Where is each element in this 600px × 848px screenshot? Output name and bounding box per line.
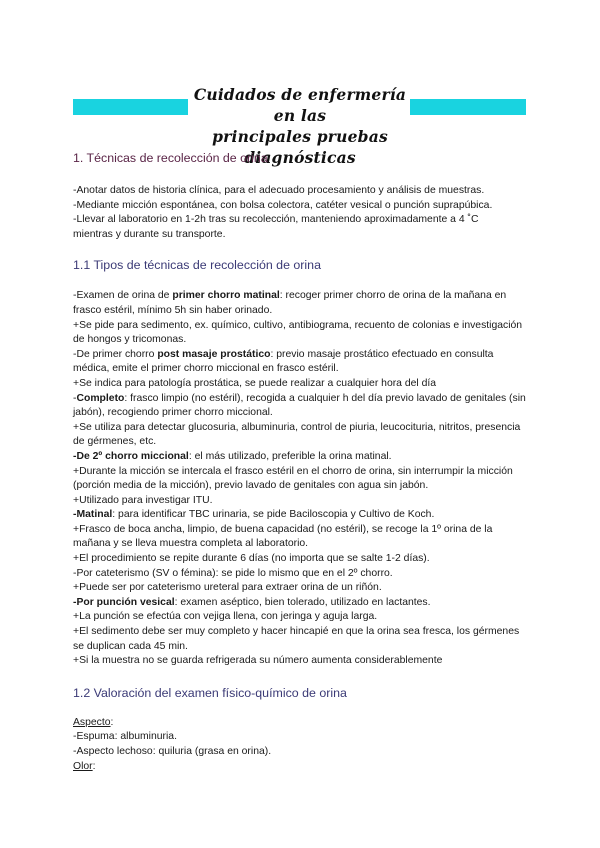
heading-section-1-2: 1.2 Valoración del examen físico-químico de orina — [73, 685, 347, 700]
section-1-2-text — [73, 716, 531, 774]
heading-section-1-1: 1.1 Tipos de técnicas de recolección de orina — [73, 258, 321, 273]
paragraph: +El sedimento debe ser muy completo y hacer hincapié en que la orina sea fresca, los gérmenes se duplican cada 45 min. — [73, 626, 520, 652]
paragraph — [73, 760, 531, 775]
paragraph: -Llevar al laboratorio en 1-2h tras su recolección, manteniendo aproximadamente a 4 ˚C — [73, 214, 479, 226]
paragraph: +Se indica para patología prostática, se puede realizar a cualquier hora del día — [73, 377, 437, 389]
paragraph: +Durante la micción se intercala el frasco estéril en el chorro de orina, sin interrumpir la micción (porción media de la micción), previo lavado de genitales con agua sin jabón. — [73, 465, 513, 492]
text-run: -Examen de orina de — [73, 290, 173, 302]
paragraph — [73, 392, 531, 421]
text-run: -De primer chorro — [73, 348, 158, 360]
label-olor: Olor — [73, 760, 93, 772]
paragraph: +Frasco de boca ancha, limpio, de buena capacidad (no estéril), se recoge la 1º orina de la mañana y se lleva muestra completa al laboratorio. — [73, 523, 493, 550]
bold-term: -Por punción vesical — [73, 596, 175, 608]
text-run: : examen aséptico, bien tolerado, utilizado en lactantes. — [174, 596, 431, 608]
bold-term: -Matinal — [73, 509, 113, 521]
paragraph — [73, 348, 531, 377]
paragraph: -Aspecto lechoso: quiluria (grasa en orina). — [73, 746, 272, 757]
bold-term: -De 2º chorro miccional — [73, 450, 189, 462]
paragraph: +El procedimiento se repite durante 6 días (no importa que se salte 1-2 días). — [73, 553, 430, 565]
paragraph — [73, 508, 531, 523]
paragraph: mientras y durante su transporte. — [73, 228, 226, 240]
paragraph: +Se pide para sedimento, ex. químico, cultivo, antibiograma, recuento de colonias e investigación de hongos y tricomonas. — [73, 319, 523, 346]
text-run: : frasco limpio (no estéril), recogida a cualquier h del día previo lavado de genitales (sin jabón), recogiendo primer chorro miccional. — [73, 392, 526, 419]
paragraph — [73, 450, 531, 465]
text-run: : — [110, 716, 114, 728]
text-run: : el más utilizado, preferible la orina matinal. — [188, 450, 392, 462]
paragraph — [73, 716, 531, 731]
text-run: - — [73, 392, 77, 404]
paragraph — [73, 289, 531, 318]
document-body — [73, 150, 531, 774]
bold-term: Completo — [76, 392, 125, 404]
paragraph — [73, 596, 531, 611]
bold-term: post masaje prostático — [157, 348, 271, 360]
section-1-1-text — [73, 289, 531, 668]
title-bar-right — [410, 99, 526, 115]
paragraph: -Mediante micción espontánea, con bolsa colectora, catéter vesical o punción suprapúbica. — [73, 199, 493, 211]
text-run: : previo masaje prostático efectuado en consulta médica, emite el primer chorro miccional en frasco estéril. — [73, 348, 494, 375]
paragraph: +Si la muestra no se guarda refrigerada su número aumenta considerablemente — [73, 655, 443, 667]
title-line-2: principales pruebas diagnósticas — [212, 127, 388, 167]
section-1-text — [73, 184, 531, 242]
heading-section-1: 1. Técnicas de recolección de orina — [73, 151, 268, 165]
paragraph: -Espuma: albuminuria. — [73, 731, 177, 743]
paragraph: -Anotar datos de historia clínica, para el adecuado procesamiento y análisis de muestras. — [73, 185, 485, 196]
title-line-1: Cuidados de enfermería en las — [193, 85, 407, 125]
paragraph: +Se utiliza para detectar glucosuria, albuminuria, control de piuria, leucocituria, nitritos, presencia de gérmenes, etc. — [73, 421, 521, 448]
text-run: : para identificar TBC urinaria, se pide Baciloscopia y Cultivo de Koch. — [112, 509, 435, 521]
paragraph: +La punción se efectúa con vejiga llena, con jeringa y aguja larga. — [73, 611, 378, 623]
paragraph: +Utilizado para investigar ITU. — [73, 494, 213, 506]
text-run: : recoger primer chorro de orina de la mañana en frasco estéril, mínimo 5h sin haber orinado. — [73, 290, 507, 316]
label-aspecto: Aspecto — [73, 716, 111, 728]
paragraph: -Por cateterismo (SV o fémina): se pide lo mismo que en el 2º chorro. — [73, 567, 393, 579]
title-bar-left — [73, 99, 188, 115]
paragraph: +Puede ser por cateterismo ureteral para extraer orina de un riñón. — [73, 582, 382, 594]
bold-term: primer chorro matinal — [172, 290, 280, 302]
text-run: : — [92, 760, 96, 772]
